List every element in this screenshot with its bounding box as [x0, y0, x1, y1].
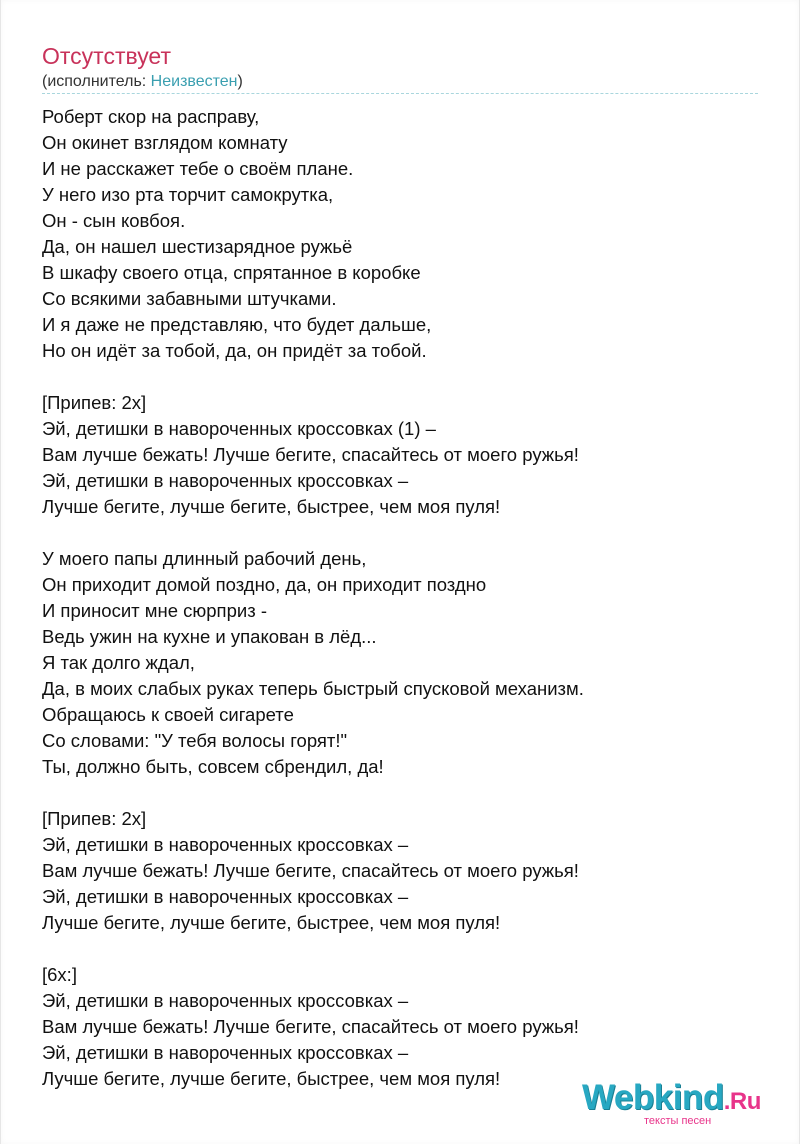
lyric-blank-line [42, 364, 762, 390]
lyric-line: Обращаюсь к своей сигарете [42, 704, 294, 725]
lyric-line: Но он идёт за тобой, да, он придёт за тобой. [42, 340, 427, 361]
lyric-blank-line [42, 520, 762, 546]
logo-domain-text: .Ru [723, 1088, 761, 1115]
lyric-line: Да, он нашел шестизарядное ружьё [42, 236, 353, 257]
lyric-line: Вам лучше бежать! Лучше бегите, спасайтесь от моего ружья! [42, 1016, 579, 1037]
lyric-line: Эй, детишки в навороченных кроссовках – [42, 990, 409, 1011]
lyrics-text [42, 104, 762, 1092]
lyric-line: Я так долго ждал, [42, 652, 195, 673]
lyric-line: И не расскажет тебе о своём плане. [42, 158, 354, 179]
song-title: Отсутствует [42, 43, 171, 69]
artist-link[interactable]: Неизвестен [150, 73, 238, 90]
header-divider [42, 93, 758, 94]
lyric-line: И приносит мне сюрприз - [42, 600, 267, 621]
lyric-line: Ведь ужин на кухне и упакован в лёд... [42, 626, 377, 647]
lyric-line: Он - сын ковбоя. [42, 210, 186, 231]
lyric-line: Вам лучше бежать! Лучше бегите, спасайтесь от моего ружья! [42, 860, 579, 881]
lyric-line: Со словами: "У тебя волосы горят!" [42, 730, 348, 751]
lyric-line: Эй, детишки в навороченных кроссовках – [42, 470, 409, 491]
lyric-line: Лучше бегите, лучше бегите, быстрее, чем моя пуля! [42, 912, 501, 933]
lyric-line: У него изо рта торчит самокрутка, [42, 184, 334, 205]
artist-prefix: (исполнитель: [42, 73, 151, 90]
lyric-line: Эй, детишки в навороченных кроссовках – [42, 834, 409, 855]
logo-main-text: Webkind [582, 1078, 724, 1117]
lyric-blank-line [42, 780, 762, 806]
lyric-line: Да, в моих слабых руках теперь быстрый спусковой механизм. [42, 678, 584, 699]
lyric-line: [Припев: 2x] [42, 392, 147, 413]
artist-line [42, 72, 243, 92]
lyric-line: Ты, должно быть, совсем сбрендил, да! [42, 756, 384, 777]
logo-tagline: тексты песен [644, 1115, 712, 1127]
lyric-blank-line [42, 936, 762, 962]
lyric-line: [6x:] [42, 964, 77, 985]
lyric-line: Он окинет взглядом комнату [42, 132, 288, 153]
lyric-line: У моего папы длинный рабочий день, [42, 548, 367, 569]
lyric-line: Со всякими забавными штучками. [42, 288, 337, 309]
lyric-line: В шкафу своего отца, спрятанное в коробке [42, 262, 421, 283]
lyric-line: Эй, детишки в навороченных кроссовках – [42, 1042, 409, 1063]
lyric-line: Лучше бегите, лучше бегите, быстрее, чем моя пуля! [42, 496, 501, 517]
lyric-line: Вам лучше бежать! Лучше бегите, спасайтесь от моего ружья! [42, 444, 579, 465]
lyric-line: Эй, детишки в навороченных кроссовках – [42, 886, 409, 907]
lyric-line: Он приходит домой поздно, да, он приходит поздно [42, 574, 487, 595]
lyric-line: Эй, детишки в навороченных кроссовках (1) – [42, 418, 436, 439]
lyric-line: [Припев: 2x] [42, 808, 147, 829]
lyric-line: Роберт скор на расправу, [42, 106, 260, 127]
lyric-line: И я даже не представляю, что будет дальше, [42, 314, 432, 335]
site-logo[interactable] [582, 1078, 782, 1128]
lyric-line: Лучше бегите, лучше бегите, быстрее, чем моя пуля! [42, 1068, 501, 1089]
artist-suffix: ) [237, 73, 243, 90]
